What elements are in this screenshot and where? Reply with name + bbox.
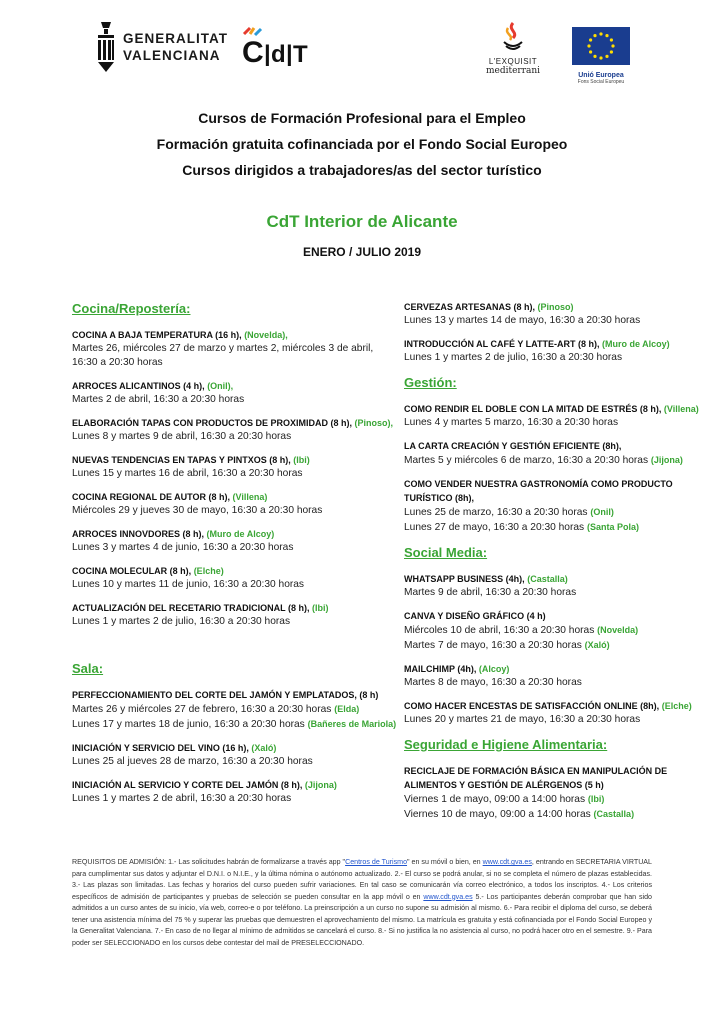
course-location: (Pinoso), xyxy=(354,418,394,428)
headline-3: Cursos dirigidos a trabajadores/as del sector turístico xyxy=(182,162,542,178)
course-item xyxy=(404,572,704,600)
app-link[interactable]: Centros de Turismo xyxy=(345,858,408,866)
schedule-location: (Onil) xyxy=(590,507,614,517)
course-location: (Onil), xyxy=(207,381,234,391)
admission-requirements xyxy=(72,857,652,949)
course-location: (Muro de Alcoy) xyxy=(602,339,670,349)
course-item xyxy=(72,416,402,444)
course-item xyxy=(72,527,402,555)
course-title-line xyxy=(72,379,402,393)
gv-line-2: VALENCIANA xyxy=(123,48,221,63)
course-title-line xyxy=(72,688,402,702)
schedule-location: (Ibi) xyxy=(587,794,605,804)
course-item xyxy=(72,601,402,629)
course-schedule: Lunes 13 y martes 14 de mayo, 16:30 a 20:30 horas xyxy=(404,315,641,326)
course-schedule xyxy=(72,702,402,717)
web-link[interactable]: www.cdt.gva.es xyxy=(482,858,532,866)
exquisit-line-1: L'EXQUISIT xyxy=(488,57,538,66)
course-title-line xyxy=(72,416,402,430)
headline-2: Formación gratuita cofinanciada por el Fondo Social Europeo xyxy=(156,136,568,152)
course-title: INICIACIÓN Y SERVICIO DEL VINO (16 h), xyxy=(72,743,249,753)
course-schedule xyxy=(404,807,704,822)
course-title-line xyxy=(404,699,704,713)
course-location: (Pinoso) xyxy=(537,302,574,312)
course-title: COMO VENDER NUESTRA GASTRONOMÍA COMO PRODUCTO TURÍSTICO (8h), xyxy=(404,479,673,503)
svg-text:|: | xyxy=(286,41,293,66)
course-title: COCINA MOLECULAR (8 h), xyxy=(72,566,192,576)
centre-title: CdT Interior de Alicante xyxy=(266,212,458,231)
course-item xyxy=(72,741,402,769)
course-title: CANVA Y DISEÑO GRÁFICO (4 h) xyxy=(404,611,546,621)
course-schedule: 16:30 a 20:30 horas xyxy=(72,357,163,368)
course-schedule xyxy=(404,638,704,653)
course-schedule: Martes 9 de abril, 16:30 a 20:30 horas xyxy=(404,587,577,598)
course-title-line xyxy=(404,609,704,623)
schedule-location: (Santa Pola) xyxy=(586,522,639,532)
course-title: RECICLAJE DE FORMACIÓN BÁSICA EN MANIPULACIÓN DE ALIMENTOS Y GESTIÓN DE ALÉRGENOS (5 h) xyxy=(404,766,668,790)
course-location: (Xaló) xyxy=(251,743,277,753)
course-item xyxy=(404,300,704,328)
gv-line-1: GENERALITAT xyxy=(123,31,228,46)
course-schedule xyxy=(72,717,402,732)
course-schedule xyxy=(404,792,704,807)
course-title: ACTUALIZACIÓN DEL RECETARIO TRADICIONAL (8 h), xyxy=(72,603,310,613)
cdt-logo xyxy=(240,26,320,71)
course-schedule xyxy=(404,505,704,520)
schedule-location: (Elda) xyxy=(334,704,360,714)
course-title-line xyxy=(404,662,704,676)
course-item xyxy=(72,490,402,518)
course-location: (Ibi) xyxy=(293,455,310,465)
course-schedule: Miércoles 29 y jueves 30 de mayo, 16:30 a 20:30 horas xyxy=(72,505,323,516)
course-item xyxy=(404,699,704,727)
svg-text:T: T xyxy=(293,41,308,66)
section-heading: Cocina/Repostería: xyxy=(72,301,191,316)
flame-icon xyxy=(501,22,525,52)
course-item xyxy=(72,564,402,592)
course-schedule: Lunes 4 y martes 5 marzo, 16:30 a 20:30 horas xyxy=(404,417,619,428)
course-title: INICIACIÓN AL SERVICIO Y CORTE DEL JAMÓN (8 h), xyxy=(72,780,303,790)
exquisit-logo xyxy=(478,22,548,76)
course-title-line xyxy=(72,778,402,792)
exquisit-line-2: mediterrani xyxy=(485,66,541,76)
section-heading: Gestión: xyxy=(404,375,457,390)
course-schedule: Lunes 1 y martes 2 de julio, 16:30 a 20:30 horas xyxy=(404,352,623,363)
footer-text-3: , entrando en SECRETARIA VIRTUAL para cumplimentar sus datos y adjuntar el D.N.I. o N.I.E., y la última nómina o autónomo actualizado. 2.- El curso se podrá anular, si no se completa el número de plazas establecidas. 3.- Las plazas son limitadas. Las fechas y horarios del curso pueden sufrir variaciones. En tal caso se comunicarán vía correo electrónico, a todos los inscriptos. 4.- Los criterios específicos de admisión de participantes y pruebas de selección se pueden consultar en la app móvil o en xyxy=(72,858,652,901)
course-title: ARROCES INNOVDORES (8 h), xyxy=(72,529,205,539)
section-spacer xyxy=(72,638,402,660)
course-location: (Ibi) xyxy=(312,603,329,613)
schedule-location: (Castalla) xyxy=(593,809,635,819)
course-title-line xyxy=(72,453,402,467)
right-column xyxy=(404,300,704,831)
course-schedule: Martes 26, miércoles 27 de marzo y martes 2, miércoles 3 de abril, xyxy=(72,343,374,354)
course-schedule: Lunes 1 y martes 2 de julio, 16:30 a 20:30 horas xyxy=(72,616,291,627)
course-schedule: Lunes 25 al jueves 28 de marzo, 16:30 a 20:30 horas xyxy=(72,756,313,767)
course-title-line xyxy=(404,337,704,351)
course-item xyxy=(404,764,704,822)
course-location: (Muro de Alcoy) xyxy=(206,529,275,539)
course-schedule xyxy=(404,520,704,535)
headlines xyxy=(0,105,724,183)
footer-text-4: 5.- Los participantes deberán comprobar que han sido admitidos a un curso antes de su inicio, vía web, correo-e o por teléfono. La preinscripción a un curso no supone su admisión al mismo. 6.- Para recibir el diploma del curso, se deberá tener una asistencia mínima del 75 % y superar las pruebas que demuestren el aprovechamiento del mismo. La matrícula es gratuita y está cofinanciada por el Fondo Social Europeo y la Generalitat Valenciana. 7.- En caso de no llegar al mínimo de admitidos se cancelará el curso. 8.- Si no justifica la no asistencia al curso, no podrá hacer otro en el semestre. 9.- Para poder ser SELECCIONADO en los cursos debe contestar del mail de PRESELECCIONADO. xyxy=(72,892,652,947)
left-column xyxy=(72,300,402,815)
course-title-line xyxy=(404,300,704,314)
schedule-text: Martes 26 y miércoles 27 de febrero, 16:30 a 20:30 horas xyxy=(72,704,335,715)
schedule-text: Lunes 27 de mayo, 16:30 a 20:30 horas xyxy=(404,522,587,533)
schedule-text: Viernes 1 de mayo, 09:00 a 14:00 horas xyxy=(404,794,588,805)
course-item xyxy=(72,379,402,407)
course-location: (Villena) xyxy=(663,404,699,414)
coat-of-arms-icon xyxy=(95,20,117,74)
course-schedule: Lunes 15 y martes 16 de abril, 16:30 a 20:30 horas xyxy=(72,468,303,479)
course-schedule xyxy=(404,623,704,638)
web-link-2[interactable]: www.cdt.gva.es xyxy=(423,892,473,901)
generalitat-logo xyxy=(95,20,228,74)
course-item xyxy=(404,337,704,365)
course-item xyxy=(72,328,402,370)
course-title: ARROCES ALICANTINOS (4 h), xyxy=(72,381,205,391)
course-location: (Novelda), xyxy=(244,330,288,340)
course-item xyxy=(404,662,704,690)
course-title-line xyxy=(72,741,402,755)
eu-flag-icon xyxy=(572,27,630,65)
schedule-location: (Xaló) xyxy=(584,640,610,650)
course-title: NUEVAS TENDENCIAS EN TAPAS Y PINTXOS (8 h), xyxy=(72,455,291,465)
course-item xyxy=(404,439,704,468)
course-title: WHATSAPP BUSINESS (4h), xyxy=(404,574,525,584)
schedule-text: Martes 7 de mayo, 16:30 a 20:30 horas xyxy=(404,640,585,651)
period: ENERO / JULIO 2019 xyxy=(302,245,422,259)
course-schedule: Lunes 20 y martes 21 de mayo, 16:30 a 20:30 horas xyxy=(404,714,641,725)
course-location: (Alcoy) xyxy=(478,664,510,674)
course-title: COMO HACER ENCESTAS DE SATISFACCIÓN ONLINE (8h), xyxy=(404,701,660,711)
schedule-text: Lunes 17 y martes 18 de junio, 16:30 a 20:30 horas xyxy=(72,719,308,730)
course-title-line xyxy=(72,490,402,504)
course-title: MAILCHIMP (4h), xyxy=(404,664,477,674)
course-title-line xyxy=(404,764,704,792)
course-title-line xyxy=(72,564,402,578)
eu-label: Unió Europea xyxy=(578,72,624,79)
section-heading: Seguridad e Higiene Alimentaria: xyxy=(404,737,608,752)
course-schedule: Lunes 3 y martes 4 de junio, 16:30 a 20:30 horas xyxy=(72,542,294,553)
course-title: COCINA A BAJA TEMPERATURA (16 h), xyxy=(72,330,242,340)
section-heading: Social Media: xyxy=(404,545,488,560)
course-location: (Castalla) xyxy=(527,574,568,584)
section-heading: Sala: xyxy=(72,661,104,676)
schedule-text: Viernes 10 de mayo, 09:00 a 14:00 horas xyxy=(404,809,594,820)
course-title: LA CARTA CREACIÓN Y GESTIÓN EFICIENTE (8h), xyxy=(404,441,622,451)
course-location: (Villena) xyxy=(232,492,268,502)
course-item xyxy=(404,477,704,535)
course-title-line xyxy=(72,527,402,541)
course-location: (Jijona) xyxy=(304,780,337,790)
footer-text-1: REQUISITOS DE ADMISIÓN: 1.- Las solicitudes habrán de formalizarse a través app " xyxy=(72,858,346,866)
course-title-line xyxy=(404,477,704,505)
svg-text:|: | xyxy=(264,41,271,66)
course-schedule xyxy=(404,453,704,468)
schedule-location: (Novelda) xyxy=(597,625,639,635)
eu-logo xyxy=(572,27,630,85)
schedule-location: (Bañeres de Mariola) xyxy=(307,719,397,729)
course-item xyxy=(72,778,402,806)
course-title: ELABORACIÓN TAPAS CON PRODUCTOS DE PROXIMIDAD (8 h), xyxy=(72,418,353,428)
course-title-line xyxy=(72,601,402,615)
course-title-line xyxy=(72,328,402,342)
course-location: (Elche) xyxy=(193,566,224,576)
course-location: (Elche) xyxy=(661,701,692,711)
course-item xyxy=(404,609,704,653)
course-title-line xyxy=(404,439,704,453)
course-schedule: Lunes 10 y martes 11 de junio, 16:30 a 20:30 horas xyxy=(72,579,305,590)
course-title-line xyxy=(404,402,704,416)
course-item xyxy=(72,688,402,732)
schedule-text: Miércoles 10 de abril, 16:30 a 20:30 horas xyxy=(404,625,598,636)
course-item xyxy=(404,402,704,430)
headline-1: Cursos de Formación Profesional para el Empleo xyxy=(198,110,526,126)
course-schedule: Martes 8 de mayo, 16:30 a 20:30 horas xyxy=(404,677,582,688)
course-title: INTRODUCCIÓN AL CAFÉ Y LATTE-ART (8 h), xyxy=(404,339,600,349)
svg-text:d: d xyxy=(271,41,286,66)
schedule-text: Lunes 25 de marzo, 16:30 a 20:30 horas xyxy=(404,507,591,518)
course-item xyxy=(72,453,402,481)
course-title: COMO RENDIR EL DOBLE CON LA MITAD DE ESTRÉS (8 h), xyxy=(404,404,662,414)
course-schedule: Lunes 1 y martes 2 de abril, 16:30 a 20:30 horas xyxy=(72,793,292,804)
course-schedule: Lunes 8 y martes 9 de abril, 16:30 a 20:30 horas xyxy=(72,431,292,442)
eu-sublabel: Fons Social Europeu xyxy=(577,79,625,85)
schedule-location: (Jijona) xyxy=(650,455,683,465)
course-title: COCINA REGIONAL DE AUTOR (8 h), xyxy=(72,492,231,502)
svg-text:C: C xyxy=(242,36,264,66)
schedule-text: Martes 5 y miércoles 6 de marzo, 16:30 a 20:30 horas xyxy=(404,455,651,466)
course-title-line xyxy=(404,572,704,586)
footer-text-2: " en su móvil o bien, en xyxy=(407,858,483,866)
course-schedule: Martes 2 de abril, 16:30 a 20:30 horas xyxy=(72,394,245,405)
course-title: PERFECCIONAMIENTO DEL CORTE DEL JAMÓN Y EMPLATADOS, (8 h) xyxy=(72,690,379,700)
course-title: CERVEZAS ARTESANAS (8 h), xyxy=(404,302,536,312)
